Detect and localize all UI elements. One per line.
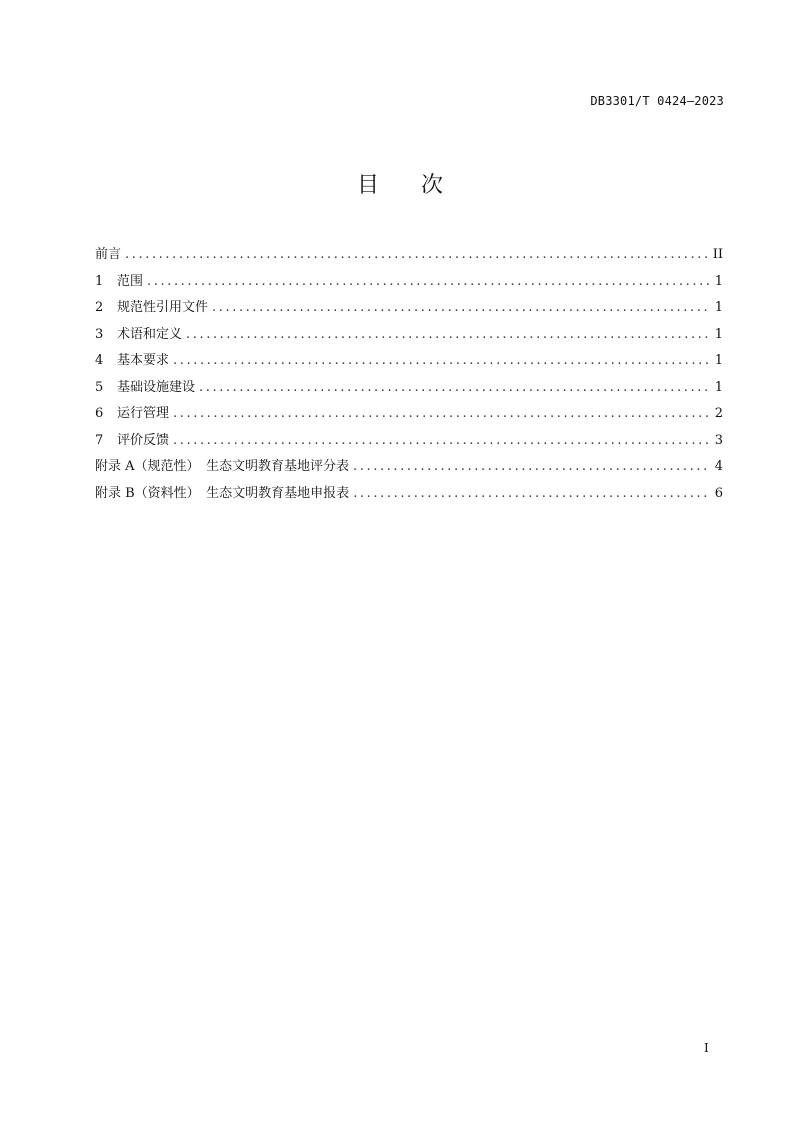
toc-leader-dots — [353, 459, 709, 474]
toc-label: 运行管理 — [117, 406, 170, 421]
page-number: I — [704, 1041, 709, 1055]
toc-page-number: 1 — [714, 273, 723, 289]
toc-leader-dots — [173, 406, 709, 421]
toc-entry-appendix-a[interactable] — [95, 455, 723, 482]
toc-label: 前言 — [95, 247, 122, 262]
toc-entry-appendix-b[interactable] — [95, 482, 723, 509]
toc-page-number: 3 — [714, 432, 723, 448]
toc-leader-dots — [173, 433, 709, 448]
toc-label: 评价反馈 — [117, 432, 170, 448]
table-of-contents — [95, 243, 723, 508]
toc-label: 基础设施建设 — [117, 379, 196, 395]
toc-page-number: 2 — [714, 406, 723, 421]
toc-label: 基本要求 — [117, 353, 170, 368]
title-char-2: 次 — [421, 173, 444, 198]
toc-page-number: II — [712, 247, 723, 262]
toc-section-number: 3 — [95, 326, 104, 342]
toc-leader-dots — [353, 486, 709, 501]
toc-leader-dots — [212, 300, 709, 315]
toc-section-number: 4 — [95, 353, 104, 368]
toc-section-number: 1 — [95, 273, 104, 289]
toc-entry-basic-requirements[interactable] — [95, 349, 723, 376]
toc-page-number: 1 — [714, 300, 723, 315]
toc-page-number: 4 — [714, 459, 723, 474]
toc-label: 范围 — [117, 273, 144, 289]
toc-entry-scope[interactable] — [95, 270, 723, 297]
toc-page-number: 1 — [714, 326, 723, 342]
toc-label: 附录 B（资料性） 生态文明教育基地申报表 — [95, 485, 350, 501]
toc-section-number: 6 — [95, 406, 104, 421]
toc-label: 规范性引用文件 — [117, 300, 209, 315]
toc-section-number: 5 — [95, 379, 104, 395]
toc-entry-foreword[interactable] — [95, 243, 723, 270]
toc-leader-dots — [125, 247, 709, 262]
toc-leader-dots — [199, 380, 709, 395]
toc-label: 附录 A（规范性） 生态文明教育基地评分表 — [95, 459, 350, 474]
toc-label: 术语和定义 — [117, 326, 183, 342]
title-char-1: 目 — [356, 173, 379, 198]
toc-page-number: 1 — [714, 353, 723, 368]
toc-leader-dots — [186, 327, 709, 342]
toc-section-number: 2 — [95, 300, 104, 315]
toc-entry-operation-management[interactable] — [95, 402, 723, 429]
toc-leader-dots — [147, 274, 709, 289]
toc-entry-infrastructure[interactable] — [95, 376, 723, 403]
toc-leader-dots — [173, 353, 709, 368]
toc-entry-evaluation-feedback[interactable] — [95, 429, 723, 456]
standard-code: DB3301/T 0424—2023 — [590, 94, 724, 108]
toc-entry-terms-definitions[interactable] — [95, 323, 723, 350]
page-title — [0, 168, 800, 199]
toc-entry-normative-references[interactable] — [95, 296, 723, 323]
toc-page-number: 6 — [714, 485, 723, 501]
toc-section-number: 7 — [95, 432, 104, 448]
toc-page-number: 1 — [714, 379, 723, 395]
